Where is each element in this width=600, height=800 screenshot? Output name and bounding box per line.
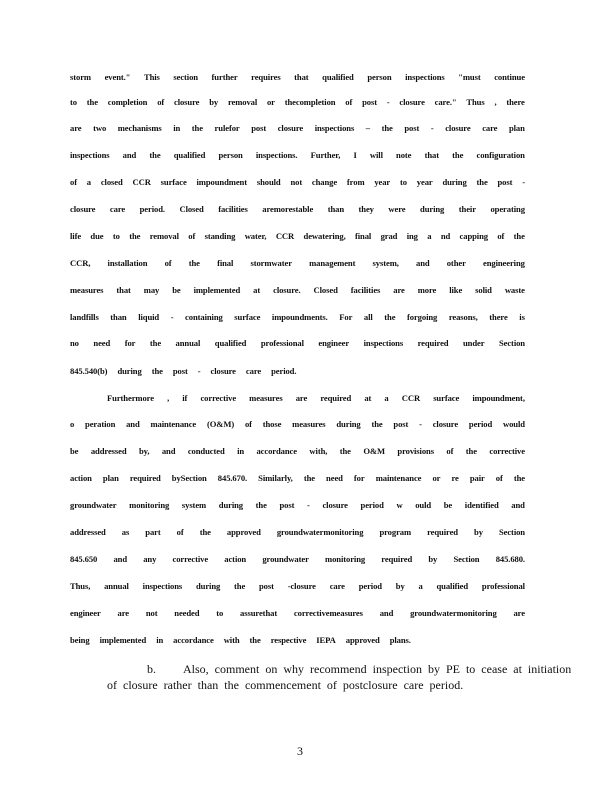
body-line: measures that may be implemented at closure. Closed facilities are more like solid waste [70,285,525,295]
body-line: action plan required bySection 845.670. Similarly, the need for maintenance or re pair of the [70,473,525,483]
body-line: inspections and the qualified person inspections. Further, I will note that the configuration [70,150,525,160]
question-line-2: of closure rather than the commencement of postclosure care period. [107,678,464,692]
body-line: addressed as part of the approved groundwatermonitoring program required by Section [70,527,525,537]
body-line: of a closed CCR surface impoundment should not change from year to year during the post - [70,177,525,187]
body-line: engineer are not needed to assurethat correctivemeasures and groundwatermonitoring are [70,608,525,618]
body-line: landfills than liquid - containing surface impoundments. For all the forgoing reasons, there is [70,312,525,322]
body-line: being implemented in accordance with the respective IEPA approved plans. [70,635,411,645]
question-label: b. [147,662,156,676]
body-line: Furthermore , if corrective measures are required at a CCR surface impoundment, [107,393,525,403]
body-line: to the completion of closure by removal or thecompletion of post - closure care." Thus , there [70,97,525,107]
body-line: closure care period. Closed facilities aremorestable than they were during their operating [70,204,525,214]
body-line: CCR, installation of the final stormwater management system, and other engineering [70,258,525,268]
body-line: are two mechanisms in the rulefor post closure inspections – the post - closure care plan [70,123,525,133]
body-line: no need for the annual qualified professional engineer inspections required under Section [70,338,525,348]
body-line: o peration and maintenance (O&M) of those measures during the post - closure period would [70,419,525,429]
body-line: groundwater monitoring system during the post - closure period w ould be identified and [70,500,525,510]
body-line: storm event." This section further requires that qualified person inspections "must continue [70,72,525,82]
body-line: Thus, annual inspections during the post -closure care period by a qualified professional [70,581,525,591]
body-line: 845.650 and any corrective action groundwater monitoring required by Section 845.680. [70,554,525,564]
body-line: life due to the removal of standing water, CCR dewatering, final grad ing a nd capping of the [70,231,525,241]
page-number: 3 [297,744,303,758]
body-line: 845.540(b) during the post - closure care period. [70,366,297,376]
body-line: be addressed by, and conducted in accordance with, the O&M provisions of the corrective [70,446,525,456]
question-line-1: Also, comment on why recommend inspection by PE to cease at initiation [183,662,572,676]
